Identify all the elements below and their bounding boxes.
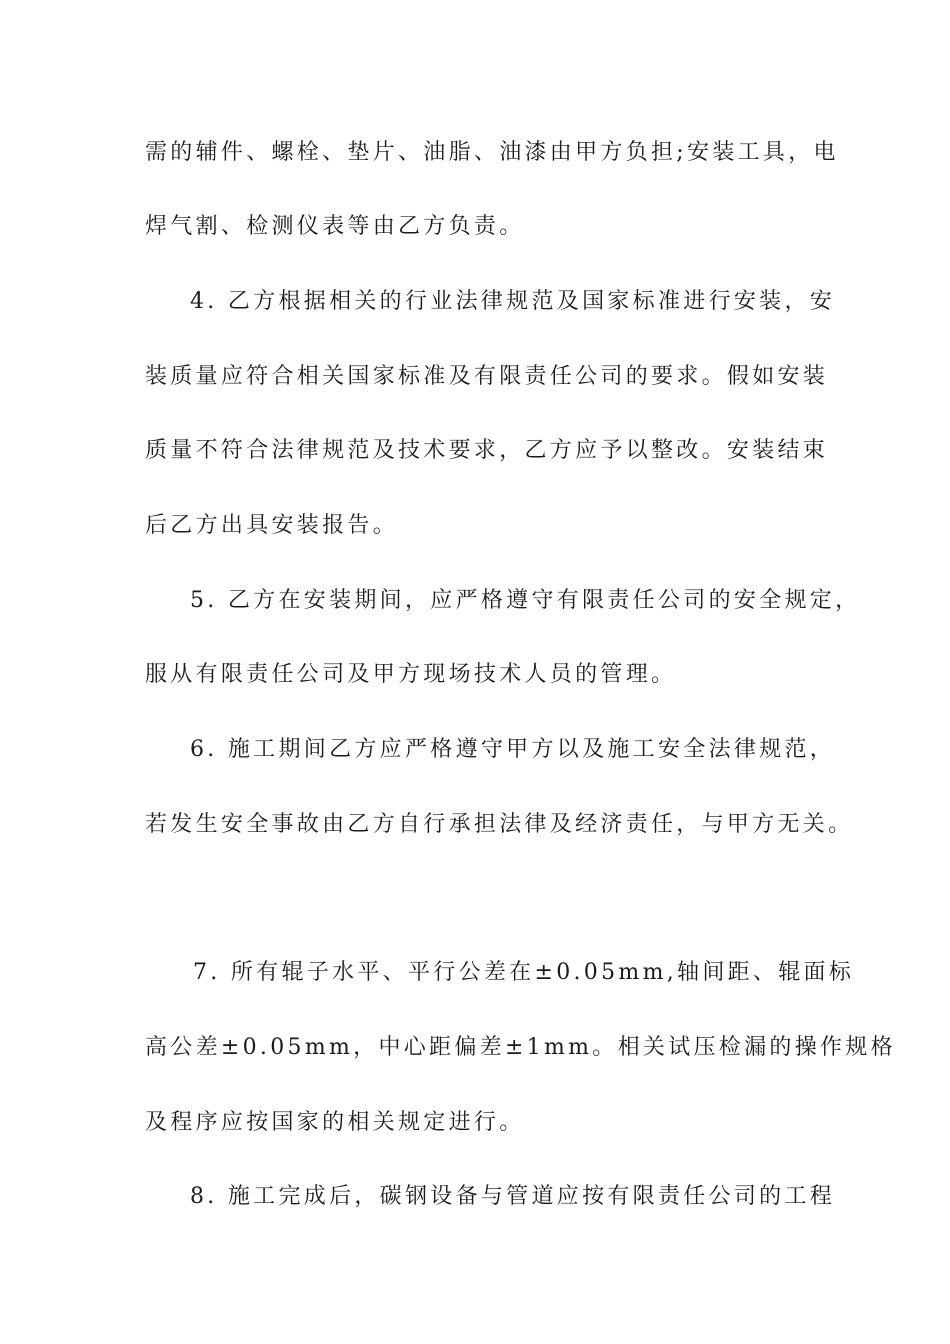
text-line: 质量不符合法律规范及技术要求，乙方应予以整改。安装结束 (145, 438, 829, 463)
text-line: 若发生安全事故由乙方自行承担法律及经济责任，与甲方无关。 (145, 812, 854, 837)
paragraph-7-start: 7. 所有辊子水平、平行公差在±0.05mm,轴间距、辊面标 (193, 960, 855, 985)
text-line: 装质量应符合相关国家标准及有限责任公司的要求。假如安装 (145, 364, 829, 389)
paragraph-8-start: 8. 施工完成后，碳钢设备与管道应按有限责任公司的工程 (190, 1184, 836, 1209)
paragraph-4-start: 4. 乙方根据相关的行业法律规范及国家标准进行安装，安 (190, 289, 836, 314)
text-line: 高公差±0.05mm，中心距偏差±1mm。相关试压检漏的操作规格 (145, 1035, 896, 1060)
text-line: 焊气割、检测仪表等由乙方负责。 (145, 214, 525, 239)
paragraph-5-start: 5. 乙方在安装期间，应严格遵守有限责任公司的安全规定， (190, 588, 861, 613)
paragraph-6-start: 6. 施工期间乙方应严格遵守甲方以及施工安全法律规范， (190, 737, 836, 762)
text-line: 后乙方出具安装报告。 (145, 513, 399, 538)
text-line: 及程序应按国家的相关规定进行。 (145, 1110, 525, 1135)
text-line: 服从有限责任公司及甲方现场技术人员的管理。 (145, 662, 677, 687)
text-line: 需的辅件、螺栓、垫片、油脂、油漆由甲方负担;安装工具，电 (145, 140, 839, 165)
